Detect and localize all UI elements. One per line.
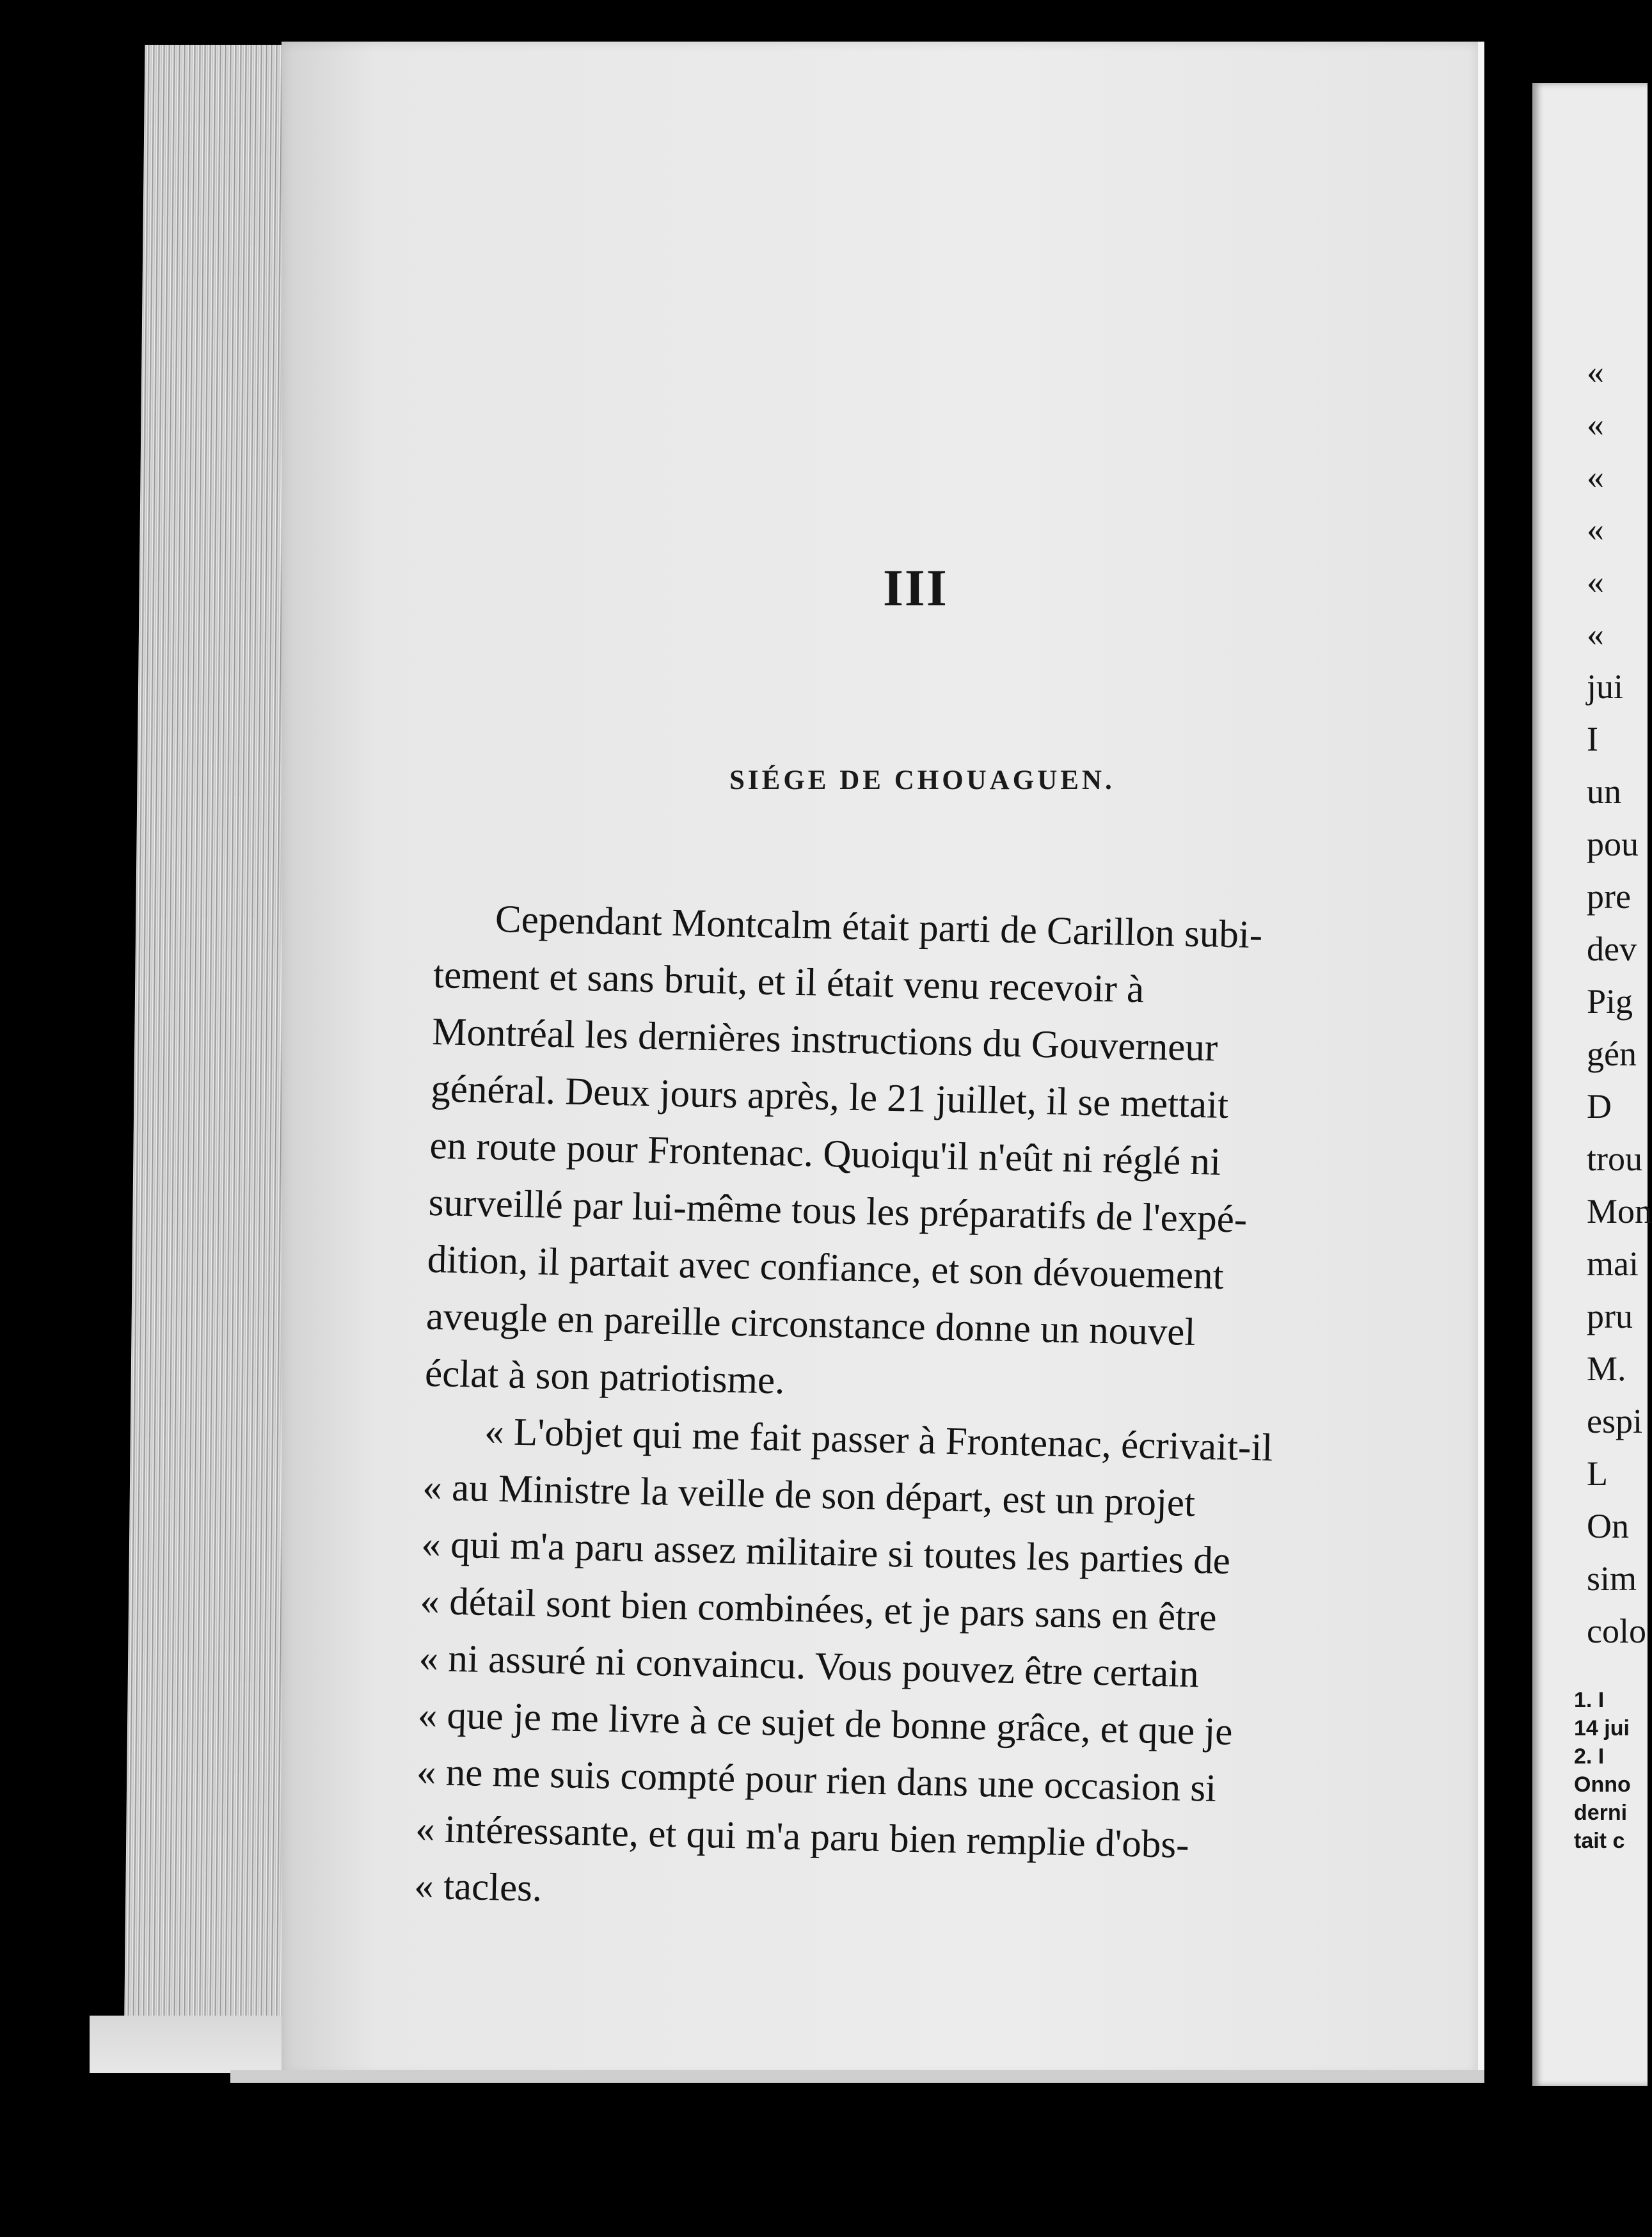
- facing-line: colo: [1587, 1612, 1646, 1650]
- text-line: Montréal les dernières instructions du Gouverneur: [431, 1010, 1218, 1070]
- quote-line: « que je me livre à ce sujet de bonne grâce, et que je: [417, 1693, 1234, 1754]
- text-line: en route pour Frontenac. Quoiqu'il n'eût ni réglé ni: [429, 1124, 1221, 1184]
- quote-line: « intéressante, et qui m'a paru bien remplie d'obs-: [415, 1807, 1190, 1867]
- chapter-title: SIÉGE DE CHOUAGUEN.: [729, 765, 1115, 795]
- page-bottom-edge: [230, 2070, 1484, 2083]
- quote-line: « tacles.: [413, 1864, 543, 1910]
- body-text: [413, 889, 1413, 1935]
- facing-line: D: [1587, 1087, 1612, 1126]
- footnote-line: 2. I: [1574, 1744, 1605, 1769]
- facing-line: «: [1587, 615, 1604, 653]
- facing-line: «: [1587, 510, 1604, 548]
- quote-line: « L'objet qui me fait passer à Frontenac, écrivait-il: [484, 1410, 1273, 1470]
- facing-line: L: [1587, 1454, 1608, 1493]
- quote-line: « qui m'a paru assez militaire si toutes les parties de: [420, 1522, 1231, 1583]
- paragraph-2-quotation: [413, 1402, 1402, 1935]
- text-line: tement et sans bruit, et il était venu recevoir à: [433, 953, 1145, 1012]
- book-page-edges: [123, 45, 305, 2067]
- chapter-number: III: [883, 559, 948, 617]
- facing-line: «: [1587, 562, 1604, 601]
- text-line: Cependant Montcalm était parti de Carillon subi-: [495, 897, 1263, 957]
- paragraph-1: [424, 889, 1413, 1422]
- facing-line: pre: [1587, 877, 1631, 916]
- facing-page-text: [1587, 346, 1652, 1657]
- facing-line: I: [1587, 720, 1598, 758]
- facing-line: «: [1587, 405, 1604, 443]
- facing-line: dev: [1587, 930, 1637, 968]
- facing-line: un: [1587, 772, 1621, 811]
- footnote-line: tait c: [1574, 1829, 1625, 1853]
- facing-line: pou: [1587, 825, 1639, 863]
- facing-line: Mon: [1587, 1192, 1652, 1230]
- footnote-line: Onno: [1574, 1772, 1631, 1797]
- facing-line: espi: [1587, 1402, 1642, 1440]
- quote-line: « au Ministre la veille de son départ, est un projet: [422, 1465, 1196, 1525]
- facing-line: «: [1587, 458, 1604, 496]
- facing-line: sim: [1587, 1559, 1637, 1598]
- facing-line: Pig: [1587, 982, 1633, 1021]
- footnote-line: derni: [1574, 1801, 1628, 1825]
- footnote-line: 14 jui: [1574, 1716, 1630, 1740]
- text-line: surveillé par lui-même tous les préparatifs de l'expé-: [428, 1181, 1248, 1241]
- facing-line: trou: [1587, 1140, 1642, 1178]
- facing-line: gén: [1587, 1035, 1637, 1073]
- book-edge-bottom: [90, 2016, 301, 2073]
- footnote-line: 1. I: [1574, 1688, 1605, 1712]
- facing-line: On: [1587, 1507, 1629, 1545]
- quote-line: « ne me suis compté pour rien dans une occasion si: [416, 1750, 1217, 1810]
- facing-line: pru: [1587, 1297, 1633, 1335]
- facing-line: «: [1587, 353, 1604, 391]
- facing-page-footnotes: [1574, 1686, 1638, 1855]
- text-line: général. Deux jours après, le 21 juillet, il se mettait: [430, 1067, 1229, 1127]
- quote-line: « ni assuré ni convaincu. Vous pouvez être certain: [418, 1636, 1200, 1696]
- facing-line: jui: [1587, 667, 1624, 706]
- facing-line: mai: [1587, 1245, 1639, 1283]
- text-line: dition, il partait avec confiance, et son dévouement: [427, 1238, 1225, 1298]
- text-line: aveugle en pareille circonstance donne un nouvel: [425, 1294, 1196, 1355]
- text-line: éclat à son patriotisme.: [424, 1351, 786, 1403]
- facing-line: M.: [1587, 1349, 1626, 1388]
- quote-line: « détail sont bien combinées, et je pars sans en être: [420, 1579, 1218, 1639]
